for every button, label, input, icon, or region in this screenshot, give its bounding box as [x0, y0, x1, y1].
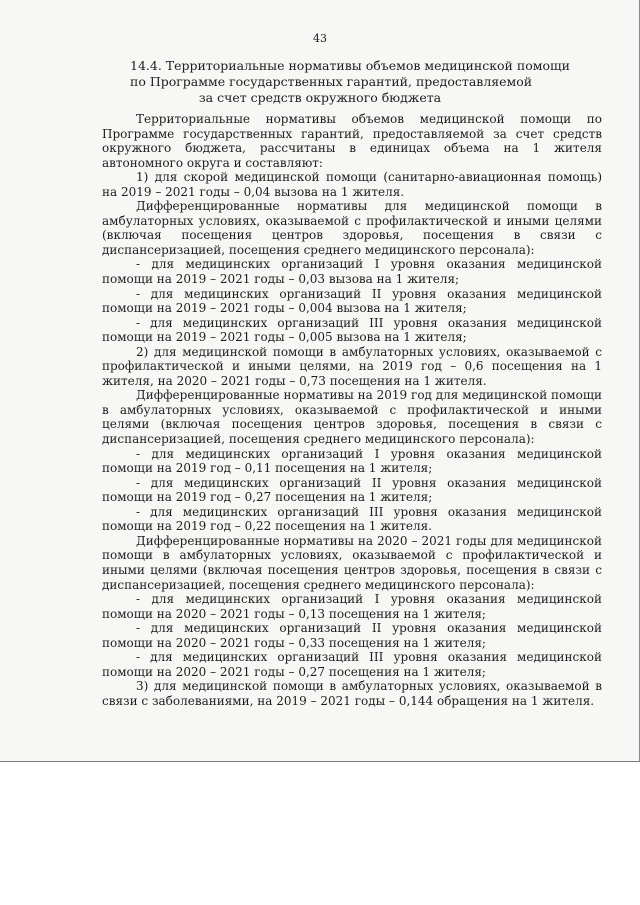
paragraph: 1) для скорой медицинской помощи (санитарно-авиационная помощь) на 2019 – 2021 годы – 0,04 вызова на 1 жителя. [102, 170, 602, 199]
page-number: 43 [313, 32, 327, 45]
paragraph: Дифференцированные нормативы на 2019 год для медицинской помощи в амбулаторных условиях, оказываемой с профилактической и иными целями (включая посещения центров здоровья, посещения в связи с диспансеризацией, посещения среднего медицинского персонала): [102, 388, 602, 447]
paragraph: - для медицинских организаций II уровня оказания медицинской помощи на 2019 – 2021 годы – 0,004 вызова на 1 жителя; [102, 286, 602, 316]
paragraph: - для медицинских организаций I уровня оказания медицинской помощи на 2020 – 2021 годы – 0,13 посещения на 1 жителя; [102, 592, 602, 621]
paragraph: - для медицинских организаций II уровня оказания медицинской помощи на 2020 – 2021 годы – 0,33 посещения на 1 жителя; [102, 621, 602, 650]
heading-line-1: 14.4. Территориальные нормативы объемов медицинской помощи [130, 58, 570, 73]
paragraph: - для медицинских организаций I уровня оказания медицинской помощи на 2019 – 2021 годы – 0,03 вызова на 1 жителя; [102, 257, 602, 287]
heading-line-3: за счет средств окружного бюджета [198, 90, 442, 105]
paragraph: Дифференцированные нормативы на 2020 – 2021 годы для медицинской помощи в амбулаторных условиях, оказываемой с профилактической и иными целями (включая посещения центров здоровья, посещения в связи с диспансеризацией, посещения среднего медицинского персонала): [102, 533, 602, 592]
document-body [102, 112, 602, 708]
paragraph: Дифференцированные нормативы для медицинской помощи в амбулаторных условиях, оказываемой с профилактической и иными целями (включая посещения центров здоровья, посещения в связи с диспансеризацией, посещения среднего медицинского персонала): [102, 199, 602, 257]
paragraph: - для медицинских организаций I уровня оказания медицинской помощи на 2019 год – 0,11 посещения на 1 жителя; [102, 446, 602, 476]
section-heading [130, 58, 570, 106]
paragraph: 3) для медицинской помощи в амбулаторных условиях, оказываемой в связи с заболеваниями, на 2019 – 2021 годы – 0,144 обращения на 1 жителя. [102, 679, 602, 708]
paragraph: - для медицинских организаций II уровня оказания медицинской помощи на 2019 год – 0,27 посещения на 1 жителя; [102, 475, 602, 505]
paragraph: - для медицинских организаций III уровня оказания медицинской помощи на 2019 год – 0,22 посещения на 1 жителя. [102, 504, 602, 534]
paragraph: Территориальные нормативы объемов медицинской помощи по Программе государственных гарантий, предоставляемой за счет средств окружного бюджета, рассчитаны в единицах объема на 1 жителя автономного округа и составляют: [102, 112, 602, 170]
heading-line-2: по Программе государственных гарантий, предоставляемой [130, 74, 533, 89]
paragraph: - для медицинских организаций III уровня оказания медицинской помощи на 2020 – 2021 годы – 0,27 посещения на 1 жителя; [102, 650, 602, 679]
paragraph: 2) для медицинской помощи в амбулаторных условиях, оказываемой с профилактической и иными целями, на 2019 год – 0,6 посещения на 1 жителя, на 2020 – 2021 годы – 0,73 посещения на 1 жителя. [102, 344, 602, 388]
paragraph: - для медицинских организаций III уровня оказания медицинской помощи на 2019 – 2021 годы – 0,005 вызова на 1 жителя; [102, 315, 602, 345]
